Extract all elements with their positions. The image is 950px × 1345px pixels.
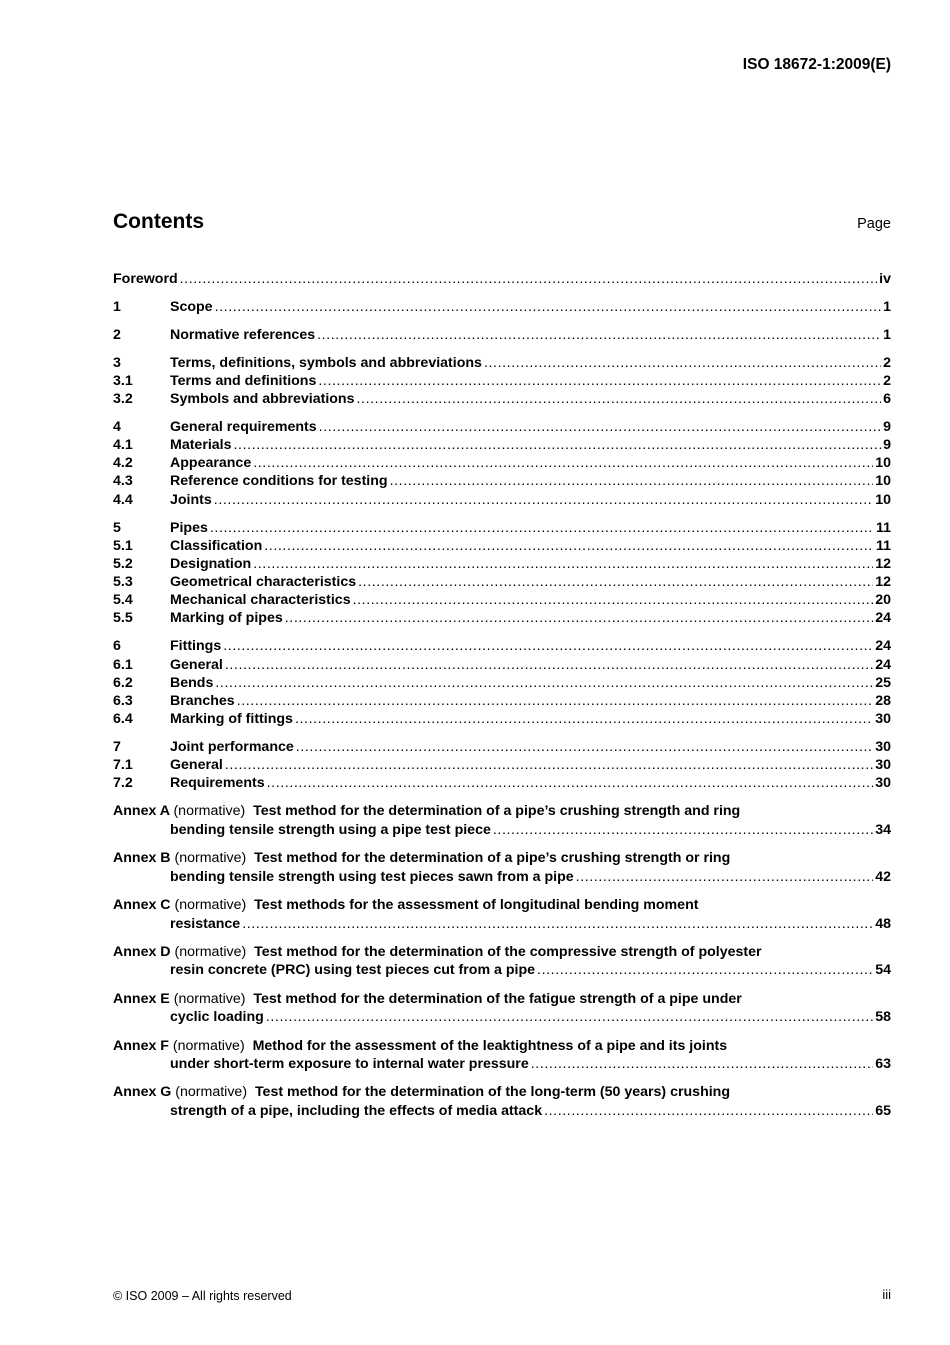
toc-entry-title: General requirements	[170, 418, 317, 435]
dot-leader	[357, 390, 882, 408]
annex-heading-line	[113, 1083, 891, 1102]
dot-leader	[180, 270, 878, 288]
toc-entry-title: Geometrical characteristics	[170, 574, 357, 591]
dot-leader	[210, 519, 874, 537]
annex-title-line2: strength of a pipe, including the effects of media attack	[170, 1103, 543, 1120]
toc-entry-page: 12	[875, 555, 891, 572]
toc-entry-number: 4.3	[113, 473, 133, 490]
toc-annex-entry[interactable]	[113, 1037, 891, 1074]
toc-entry-number: 4.2	[113, 455, 133, 472]
dot-leader	[267, 774, 874, 792]
toc-entry[interactable]	[113, 774, 891, 792]
toc-entry-title: Normative references	[170, 326, 316, 343]
toc-entry[interactable]	[113, 637, 891, 655]
toc-entry-page: 6	[883, 391, 891, 407]
toc-entry-page: 9	[883, 418, 891, 435]
page-column-label: Page	[857, 216, 891, 232]
toc-entry-page: 24	[875, 656, 891, 673]
annex-title-line2-row	[113, 1008, 891, 1027]
toc-entry-page: 24	[875, 610, 891, 627]
toc-entry-title: Mechanical characteristics	[170, 592, 351, 609]
annex-title-line1: Test method for the determination of the fatigue strength of a pipe under	[253, 990, 742, 1007]
annex-title-line1: Test methods for the assessment of longitudinal bending moment	[254, 896, 699, 913]
toc-entry-title: Marking of pipes	[170, 610, 283, 627]
toc-entry[interactable]	[113, 591, 891, 609]
toc-entry-title: Joints	[170, 491, 212, 508]
toc-entry-number: 7	[113, 738, 121, 755]
annex-type: (normative)	[174, 943, 247, 960]
toc-entry-number: 7.1	[113, 757, 133, 774]
annex-title-line1: Test method for the determination of the long-term (50 years) crushing	[254, 1084, 731, 1101]
toc-entry-title: Terms and definitions	[170, 372, 317, 389]
toc-entry-title: Reference conditions for testing	[170, 473, 388, 490]
annex-page: 65	[875, 1103, 891, 1120]
toc-entry-page: 9	[883, 437, 891, 454]
annex-label: Annex C	[113, 896, 171, 913]
toc-entry-number: 5.4	[113, 592, 133, 609]
toc-entry-title: Branches	[170, 692, 235, 709]
toc-entry-number: 6.4	[113, 711, 133, 728]
annex-title-line2: bending tensile strength using a pipe test piece	[170, 821, 491, 838]
dot-leader	[225, 656, 873, 674]
toc-annex-entry[interactable]	[113, 990, 891, 1027]
annex-title-line2: resin concrete (PRC) using test pieces cut from a pipe	[170, 962, 536, 979]
annex-type: (normative)	[174, 896, 247, 913]
dot-leader	[576, 868, 874, 887]
toc-entry-title: Designation	[170, 555, 252, 572]
toc-entry-title: Scope	[170, 298, 213, 315]
dot-leader	[390, 472, 874, 490]
toc-entry-number: 3	[113, 354, 121, 371]
toc-entry-title: Appearance	[170, 455, 252, 472]
annex-title-line1: Test method for the determination of a pipe’s crushing strength or ring	[254, 850, 731, 867]
toc-entry-page: 28	[875, 692, 891, 709]
toc-entry[interactable]	[113, 738, 891, 756]
toc-entry-page: 1	[883, 298, 891, 315]
annex-type: (normative)	[173, 990, 246, 1007]
toc-entry-page: 30	[875, 711, 891, 728]
toc-entry-number: 3.1	[113, 372, 133, 389]
annex-type: (normative)	[174, 850, 247, 867]
dot-leader	[234, 436, 882, 454]
annex-heading-line	[113, 1037, 891, 1056]
dot-leader	[531, 1055, 873, 1074]
dot-leader	[285, 609, 873, 627]
toc-entry-number: 5.5	[113, 610, 133, 627]
annex-label: Annex D	[113, 943, 171, 960]
toc-annex-entry[interactable]	[113, 943, 891, 980]
toc-entry[interactable]	[113, 372, 891, 390]
toc-entry-number: 4	[113, 418, 121, 435]
annex-page: 34	[875, 821, 891, 838]
toc-entry[interactable]	[113, 354, 891, 372]
table-of-contents	[113, 270, 891, 1121]
toc-entry-number: 5.2	[113, 555, 133, 572]
toc-entry[interactable]	[113, 692, 891, 710]
annex-heading-line	[113, 802, 891, 821]
annex-page: 54	[875, 962, 891, 979]
toc-entry[interactable]	[113, 454, 891, 472]
toc-entry-number: 3.2	[113, 391, 133, 407]
annex-title-line2: cyclic loading	[170, 1009, 264, 1026]
toc-entry[interactable]	[113, 519, 891, 537]
annex-page: 42	[875, 868, 891, 885]
dot-leader	[237, 692, 874, 710]
toc-entry-title: Symbols and abbreviations	[170, 391, 355, 407]
toc-entry-title: Terms, definitions, symbols and abbreviations	[170, 354, 482, 371]
annex-label: Annex A	[113, 803, 170, 820]
toc-entry-title: Pipes	[170, 519, 208, 536]
annex-page: 63	[875, 1056, 891, 1073]
dot-leader	[214, 491, 873, 509]
annex-title-line2: bending tensile strength using test pieces sawn from a pipe	[170, 868, 574, 885]
annex-heading-line	[113, 849, 891, 868]
toc-entry-page: 10	[875, 455, 891, 472]
dot-leader	[319, 418, 881, 436]
toc-entry[interactable]	[113, 436, 891, 454]
annex-heading-line	[113, 943, 891, 962]
toc-entry-page: 30	[875, 738, 891, 755]
toc-entry-title: Fittings	[170, 638, 222, 655]
toc-entry[interactable]	[113, 656, 891, 674]
toc-entry-page: 20	[875, 592, 891, 609]
toc-entry-page: 30	[875, 757, 891, 774]
toc-entry[interactable]	[113, 491, 891, 509]
toc-entry-number: 7.2	[113, 775, 133, 792]
toc-entry-number: 2	[113, 326, 121, 343]
annex-title-line2-row	[113, 868, 891, 887]
toc-entry[interactable]	[113, 674, 891, 692]
annex-title-line2-row	[113, 1102, 891, 1121]
dot-leader	[317, 326, 881, 344]
toc-entry[interactable]	[113, 537, 891, 555]
dot-leader	[253, 555, 873, 573]
annex-title-line2: under short-term exposure to internal water pressure	[170, 1056, 529, 1073]
dot-leader	[253, 454, 873, 472]
toc-annex-entry[interactable]	[113, 849, 891, 886]
toc-entry-number: 4.1	[113, 437, 133, 454]
toc-entry-title: Foreword	[113, 271, 178, 287]
toc-entry[interactable]	[113, 270, 891, 288]
toc-entry-page: 12	[875, 574, 891, 591]
annex-type: (normative)	[173, 803, 246, 820]
annex-page: 48	[875, 915, 891, 932]
toc-entry[interactable]	[113, 418, 891, 436]
annex-label: Annex B	[113, 850, 171, 867]
toc-annex-entry[interactable]	[113, 802, 891, 839]
dot-leader	[296, 738, 873, 756]
toc-annex-entry[interactable]	[113, 1083, 891, 1120]
toc-entry-title: Bends	[170, 674, 214, 691]
toc-entry[interactable]	[113, 609, 891, 627]
toc-entry-page: 11	[876, 519, 891, 536]
toc-entry-number: 6.2	[113, 674, 133, 691]
toc-entry-page: iv	[879, 271, 891, 287]
toc-entry[interactable]	[113, 756, 891, 774]
document-id: ISO 18672-1:2009(E)	[742, 56, 891, 73]
toc-entry-number: 5	[113, 519, 121, 536]
annex-title-line2: resistance	[170, 915, 241, 932]
dot-leader	[266, 1008, 873, 1027]
annex-title-line1: Method for the assessment of the leaktightness of a pipe and its joints	[252, 1037, 728, 1054]
annex-title-line2-row	[113, 821, 891, 840]
annex-heading-line	[113, 896, 891, 915]
toc-entry-page: 2	[883, 372, 891, 389]
page-number: iii	[882, 1287, 891, 1302]
dot-leader	[264, 537, 874, 555]
toc-entry-page: 1	[883, 326, 891, 343]
annex-page: 58	[875, 1009, 891, 1026]
annex-label: Annex G	[113, 1084, 172, 1101]
toc-entry[interactable]	[113, 472, 891, 490]
toc-entry-number: 4.4	[113, 491, 133, 508]
toc-entry[interactable]	[113, 390, 891, 408]
toc-entry-page: 24	[875, 638, 891, 655]
annex-title-line1: Test method for the determination of a pipe’s crushing strength and ring	[253, 803, 741, 820]
toc-entry[interactable]	[113, 710, 891, 728]
dot-leader	[295, 710, 873, 728]
annex-type: (normative)	[175, 1084, 248, 1101]
annex-title-line1: Test method for the determination of the compressive strength of polyester	[254, 943, 762, 960]
copyright-notice: © ISO 2009 – All rights reserved	[113, 1289, 292, 1303]
dot-leader	[544, 1102, 873, 1121]
toc-entry-number: 6	[113, 638, 121, 655]
dot-leader	[493, 821, 873, 840]
annex-heading-line	[113, 990, 891, 1009]
annex-title-line2-row	[113, 961, 891, 980]
dot-leader	[223, 637, 873, 655]
annex-title-line2-row	[113, 1055, 891, 1074]
toc-annex-entry[interactable]	[113, 896, 891, 933]
toc-entry-title: Requirements	[170, 775, 265, 792]
dot-leader	[215, 298, 882, 316]
dot-leader	[318, 372, 881, 390]
toc-entry[interactable]	[113, 298, 891, 316]
dot-leader	[225, 756, 873, 774]
dot-leader	[358, 573, 873, 591]
toc-entry-title: Classification	[170, 537, 263, 554]
toc-entry-title: General	[170, 757, 223, 774]
toc-entry-title: Joint performance	[170, 738, 294, 755]
annex-label: Annex E	[113, 990, 170, 1007]
toc-entry-title: Materials	[170, 437, 232, 454]
toc-entry-page: 10	[875, 473, 891, 490]
dot-leader	[242, 915, 873, 934]
toc-entry-page: 10	[875, 491, 891, 508]
dot-leader	[353, 591, 874, 609]
toc-entry[interactable]	[113, 573, 891, 591]
dot-leader	[484, 354, 881, 372]
toc-entry-title: Marking of fittings	[170, 711, 293, 728]
dot-leader	[215, 674, 873, 692]
annex-label: Annex F	[113, 1037, 169, 1054]
toc-entry-number: 6.1	[113, 656, 133, 673]
toc-entry-page: 30	[875, 775, 891, 792]
toc-entry-title: General	[170, 656, 223, 673]
toc-entry-number: 5.1	[113, 537, 133, 554]
toc-entry-number: 5.3	[113, 574, 133, 591]
toc-entry-page: 25	[875, 674, 891, 691]
toc-entry[interactable]	[113, 326, 891, 344]
toc-entry-number: 6.3	[113, 692, 133, 709]
toc-entry-page: 2	[883, 354, 891, 371]
toc-entry-page: 11	[876, 537, 891, 554]
toc-entry[interactable]	[113, 555, 891, 573]
toc-entry-number: 1	[113, 298, 121, 315]
annex-type: (normative)	[172, 1037, 245, 1054]
annex-title-line2-row	[113, 915, 891, 934]
dot-leader	[537, 961, 873, 980]
contents-heading: Contents	[113, 210, 204, 233]
